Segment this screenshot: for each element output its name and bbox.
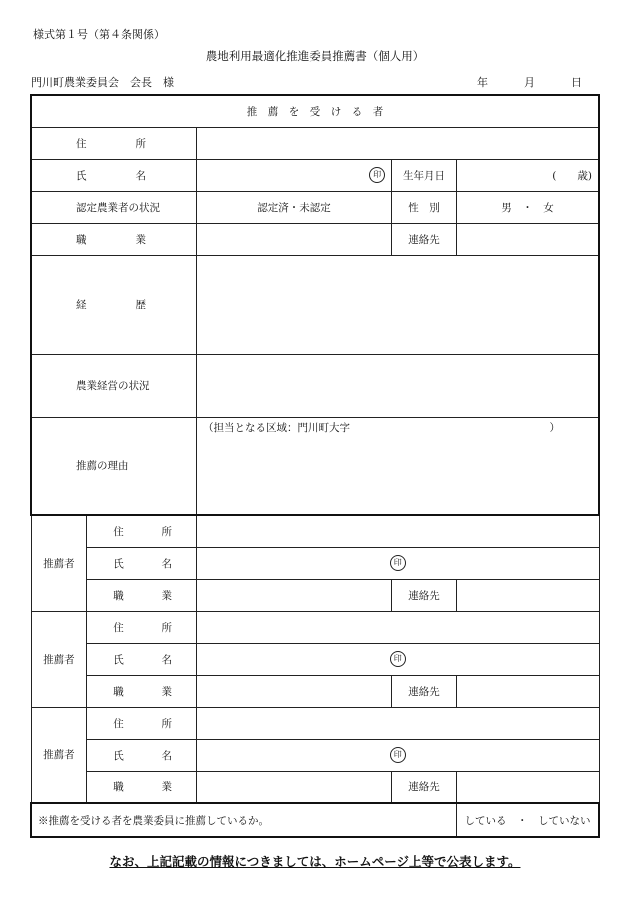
recommender-2-contact-label: 連絡先 <box>392 675 457 707</box>
nomination-question-options[interactable]: している ・ していない <box>456 803 599 837</box>
recommender-3-occupation-field[interactable] <box>196 771 391 803</box>
seal-mark: 印 <box>369 167 385 183</box>
farmer-status-label: 認定農業者の状況 <box>31 191 196 223</box>
recommender-1-name-label: 氏名 <box>87 547 197 579</box>
recommender-1-label: 推薦者 <box>31 515 87 611</box>
addressee: 門川町農業委員会 会長 様 <box>31 76 174 89</box>
age-placeholder: ( 歳) <box>552 169 592 182</box>
form-number: 様式第１号（第４条関係） <box>33 28 165 41</box>
recommender-2-occupation-label: 職業 <box>87 675 197 707</box>
recommender-2-name-field[interactable] <box>196 643 599 675</box>
nominee-occupation-field[interactable] <box>196 223 391 255</box>
recommender-3-contact-label: 連絡先 <box>392 771 457 803</box>
date-year-label: 年 <box>477 76 488 89</box>
nominee-occupation-label: 職業 <box>31 223 196 255</box>
publication-notice: なお、上記記載の情報につきましては、ホームページ上等で公表します。 <box>109 854 521 869</box>
nominee-name-field[interactable] <box>196 159 391 191</box>
nominee-address-label: 住所 <box>31 127 196 159</box>
recommender-1-name-field[interactable] <box>196 547 599 579</box>
nominee-contact-field[interactable] <box>456 223 599 255</box>
date-month-label: 月 <box>524 76 535 89</box>
recommender-3-address-label: 住所 <box>87 707 197 739</box>
recommender-2-name-label: 氏名 <box>87 643 197 675</box>
recommender-1-contact-label: 連絡先 <box>392 579 457 611</box>
farm-status-label: 農業経営の状況 <box>31 354 196 417</box>
recommender-2-address-field[interactable] <box>196 611 599 643</box>
nominee-name-label: 氏名 <box>31 159 196 191</box>
recommender-1-address-label: 住所 <box>87 515 197 547</box>
sex-options[interactable]: 男 ・ 女 <box>456 191 599 223</box>
recommender-1-occupation-label: 職業 <box>87 579 197 611</box>
seal-mark: 印 <box>390 747 406 763</box>
reason-field[interactable] <box>196 417 599 515</box>
nominee-address-field[interactable] <box>196 127 599 159</box>
career-field[interactable] <box>196 255 599 354</box>
seal-mark: 印 <box>390 651 406 667</box>
recommender-3-name-field[interactable] <box>196 739 599 771</box>
nominee-section-title: 推 薦 を 受 け る 者 <box>31 95 599 127</box>
recommender-3-contact-field[interactable] <box>456 771 599 803</box>
reason-label: 推薦の理由 <box>31 417 196 515</box>
nominee-contact-label: 連絡先 <box>392 223 457 255</box>
recommender-1-contact-field[interactable] <box>456 579 599 611</box>
recommender-2-address-label: 住所 <box>87 611 197 643</box>
recommender-1-occupation-field[interactable] <box>196 579 391 611</box>
area-note: （担当となる区域：門川町大字 ） <box>202 421 560 434</box>
seal-mark: 印 <box>390 555 406 571</box>
nomination-question: ※推薦を受ける者を農業委員に推薦しているか。 <box>31 803 456 837</box>
farm-status-field[interactable] <box>196 354 599 417</box>
document-title: 農地利用最適化推進委員推薦書（個人用） <box>205 49 425 63</box>
recommender-3-address-field[interactable] <box>196 707 599 739</box>
birthdate-label: 生年月日 <box>392 159 457 191</box>
recommender-3-name-label: 氏名 <box>87 739 197 771</box>
career-label: 経歴 <box>31 255 196 354</box>
birthdate-field[interactable] <box>456 159 599 191</box>
recommender-2-contact-field[interactable] <box>456 675 599 707</box>
recommender-3-occupation-label: 職業 <box>87 771 197 803</box>
date-day-label: 日 <box>571 76 582 89</box>
sex-label: 性 別 <box>392 191 457 223</box>
recommendation-form-table <box>30 94 600 838</box>
recommender-2-label: 推薦者 <box>31 611 87 707</box>
recommender-1-address-field[interactable] <box>196 515 599 547</box>
recommender-2-occupation-field[interactable] <box>196 675 391 707</box>
recommender-3-label: 推薦者 <box>31 707 87 803</box>
farmer-status-options[interactable]: 認定済・未認定 <box>196 191 391 223</box>
